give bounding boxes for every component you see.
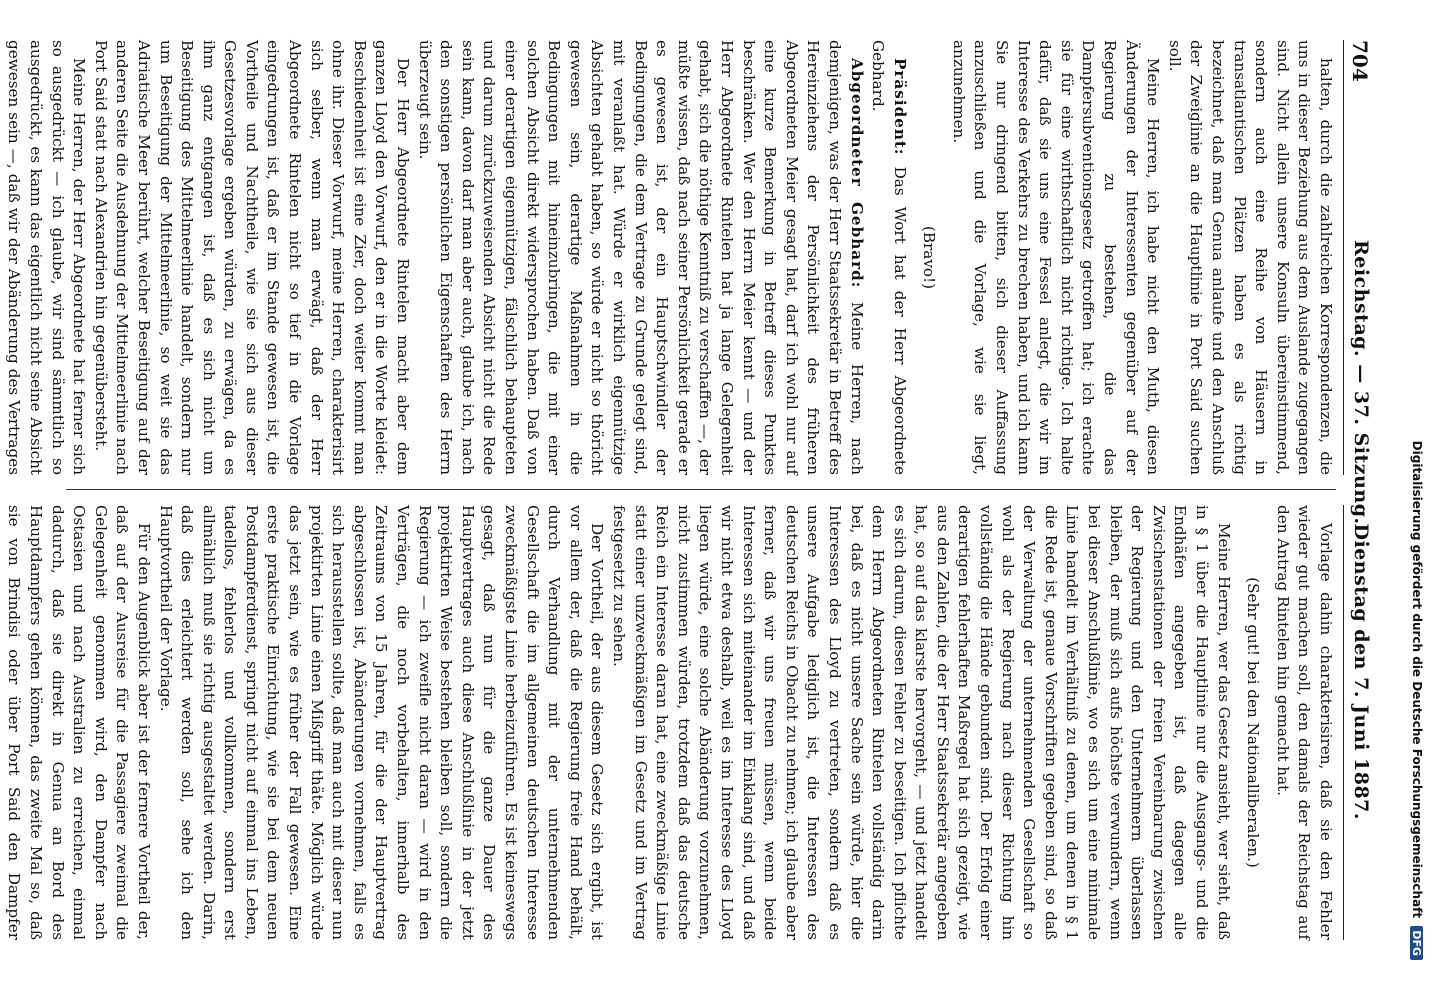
header-rule-left [1343, 40, 1344, 475]
digitization-credit [1410, 40, 1424, 960]
paragraph: halten, durch die zahlreichen Korrespondenzen, die uns in dieser Beziehung aus dem Auslande zugegangen sind. Nicht allein unsere Konsuln übereinstimmend, sondern auch eine Reihe von Häusern in transatlantischen Plätzen haben es als richtig bezeichnet, daß man Genua anlaufe und den Anschluß der Zweiglinie an die Hauptlinie in Port Said suchen soll. [1165, 40, 1335, 475]
paragraph-text: Meine Herren, nach demjenigen, was der Herr Staatssekretär in Betreff des Hereinziehens der Persönlichkeit des früheren Abgeordneten Meier gesagt hat, darf ich wohl nur auf eine kurze Bemerkung in Betreff dieses Punktes beschränken. Wer den Herrn Meier kennt — und der Herr Abgeordnete Rintelen hat ja lange Gelegenheit gehabt, sich die nöthige Kenntniß zu verschaffen —, der müßte wissen, daß nach seiner Persönlichkeit gerade er es gewesen ist, der ein Hauptschwindler der Bedingungen, die dem Vertrage zu Grunde gelegt sind, mit veranlaßt hat. Würde er wirklich eigennützige Absichten gehabt haben, so würde er nicht so thöricht gewesen sein, derartige Maßnahmen in die Bedingungen mit hineinzubringen, die mit einer solchen Absicht direkt widersprochen haben. Daß von einer derartigen eigennützigen, fälschlich behaupteten und darum zurückzuweisenden Absicht nicht die Rede sein kann, davon darf man aber auch, glaube ich, nach den sonstigen persönlichen Eigenschaften des Herrn überzeugt sein. [415, 40, 866, 476]
paragraph [867, 40, 910, 475]
paragraph: Der Vortheil, der aus diesem Gesetz sich ergibt, ist vor allem der, daß die Regierung freie Hand behält, durch Verhandlung mit der unternehmenden Gesellschaft die im allgemeinen deutschen Interesse zweckmäßigste Linie herbeizuführen. Es ist keineswegs gesagt, daß nun für die ganze Dauer des Hauptvertrages auch diese Anschlußlinie in der jetzt projektirten Weise bestehen bleiben soll, sondern die Regierung — ich zweifle nicht daran — wird in den Verträgen, die noch vorbehalten, innerhalb des Zeitraums von 15 Jahren, für die der Hauptvertrag abgeschlossen ist, Abänderungen vornehmen, falls es sich herausstellen sollte, daß man auch mit dieser nun projektirten Linie einen Mißgriff thäte. Möglich würde das jetzt sein, wie es früher der Fall gewesen. Eine erste praktische Einrichtung, wie sie bei dem neuen Postdampferdienst, springt nicht auf einmal ins Leben, tadellos, fehlerlos und vollkommen, sondern erst allmählich muß sie richtig ausgestaltet werden. Darin, daß dies erleichtert werden soll, sehe ich den Hauptvortheil der Vorlage. [156, 505, 607, 940]
speaker-label: Abgeordneter Gebhard: [847, 58, 866, 289]
page-header [1348, 40, 1372, 960]
paragraph: Vorlage dahin charakterisiren, daß sie den Fehler wieder gut machen soll, den damals der Reichstag auf den Antrag Rintelen hin gemacht hat. [1273, 505, 1335, 940]
paragraph: Der Herr Abgeordnete Rintelen macht aber dem ganzen Lloyd den Vorwurf, den er in die Worte kleidet: Beschiedenheit ist eine Zier, doch weiter kommt man ohne ihr. Dieser Vorwurf, meine Herren, charakterisirt sich selber, wenn man erwägt, daß der Herr Abgeordnete Rintelen nicht so tief in die Vorlage eingedrungen ist, daß er im Stande gewesen ist, die Vortheile und Nachtheile, wie sie sich aus dieser Gesetzesvorlage ergeben würden, zu erwägen, da es ihm ganz entgangen ist, daß es sich nicht um Beseitigung des Mittelmeerlinie handelt, sondern nur um Beseitigung der Mittelmeerlinie, so weit sie das Adriatische Meer berührt, welcher Beseitigung auf der anderen Seite die Ausdehnung der Mittelmeerlinie nach Port Said statt nach Alexandrien hin gegenübersteht. [91, 40, 413, 475]
interjection: (Bravo!) [920, 225, 939, 290]
paragraph: Für den Augenblick aber ist der fernere Vortheil der, daß auf der Ausreise für die Passagiere zweimal die Gelegenheit genommen wird, den Dampfer nach Ostasien und nach Australien zu erreichen, einmal dadurch, daß sie direkt in Genua an Bord des Hauptdampfers gehen können, das zweite Mal so, daß sie von Brindisi oder über Port Said den Dampfer [5, 505, 153, 940]
paragraph [413, 40, 866, 475]
speaker-label: Präsident: [890, 58, 909, 156]
paragraph: Meine Herren, ich habe nicht den Muth, diesen Änderungen der Interessenten gegenüber auf der Regierung zu bestehen, die das Dampfersubventionsgesetz getroffen hat; ich erachte sie für eine wirthschaftlich nicht richtige. Ich halte dafür, daß sie uns eine Fessel anlegt, die wir im Interesse des Verkehrs zu brechen haben, und ich kann Sie nur dringend bitten, sich dieser Auffassung anzuschließen und die Vorlage, wie sie liegt, anzunehmen. [949, 40, 1163, 475]
column-divider [66, 489, 1336, 490]
paragraph-text: Das Wort hat der Herr Abgeordnete Gebhard. [869, 40, 909, 475]
dfg-logo: DFG [1410, 926, 1423, 960]
credit-text: Digitalisierung gefördert durch die Deutsche Forschungsgemeinschaft [1410, 440, 1424, 919]
paragraph: Meine Herren, wer das Gesetz ansieht, wer sieht, daß in § 1 über die Hauptlinie nur die Ausgangs- und die Endhäfen angegeben ist, daß dagegen alle Zwischenstationen der freien Vereinbarung zwischen der Regierung und den Unternehmern überlassen bleiben, der muß sich aufs höchste verwundern, wenn bei dieser Anschlußlinie, wo es sich um eine minimale Linie handelt im Verhältniß zu denen, um denen in § 1 die Rede ist, genaue Vorschriften gegeben sind, so daß der Verwaltung der unternehmenden Gesellschaft so wohl als der Regierung nach dieser Richtung hin vollständig die Hände gebunden sind. Der Erfolg einer derartigen fehlerhaften Maßregel hat sich gezeigt, wie aus den Zahlen, die der Herr Staatssekretär angegeben hat, so auf das klarste hervorgeht, — und jetzt handelt es sich darum, diesen Fehler zu beseitigen. Ich pflichte dem Herrn Abgeordneten Rintelen vollständig darin bei, daß es nicht unsere Sache sein würde, hier die Interessen des Lloyd zu vertreten, sondern daß es unsere Aufgabe lediglich ist, die Interessen des deutschen Reichs in Obacht zu nehmen; ich glaube aber ferner, daß wir uns freuen müssen, wenn beide Interessen sich miteinander im Einklang sind, und daß wir nicht etwa deshalb, weil es im Interesse des Lloyd liegen würde, eine solche Abänderung vorzunehmen, nicht zustimmen würden, trotzdem daß das deutsche Reich ein Interesse daran hat, eine zweckmäßige Linie statt einer unzweckmäßigen im Gesetz und im Vertrag festgesetzt zu sehen. [610, 505, 1233, 940]
paragraph: Meine Herren, der Herr Abgeordnete hat ferner sich so ausgedrückt — ich glaube, wir sind sämmtlich so ausgedrückt, es kann das eigentlich nicht seine Absicht gewesen sein —, daß wir der Abänderung des Vertrages [5, 40, 89, 475]
session-date: Dienstag den 7. Juni 1887. [1350, 523, 1372, 820]
right-column [5, 505, 1336, 940]
page-number: 704 [1348, 40, 1372, 82]
left-column [5, 40, 1336, 476]
header-rule-right [1343, 505, 1344, 940]
running-head: Reichstag. — 37. Sitzung. [1350, 240, 1372, 525]
interjection: (Sehr gut! bei den Nationalliberalen.) [1244, 577, 1263, 868]
